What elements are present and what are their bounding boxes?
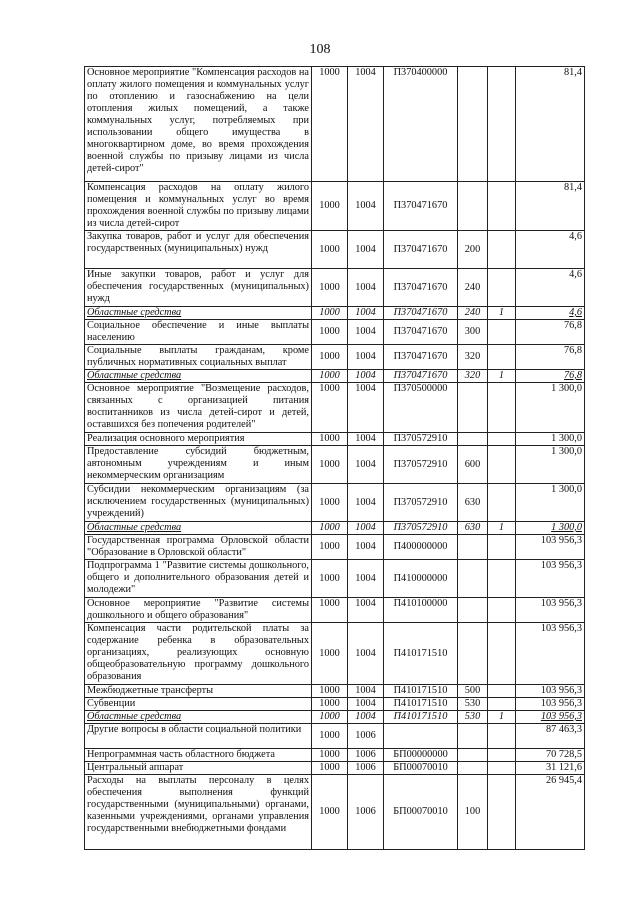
row-csr: П410100000 xyxy=(384,598,458,623)
row-razdel: 1000 xyxy=(312,307,348,320)
row-vr: 200 xyxy=(458,231,488,269)
table-row xyxy=(85,433,585,446)
row-vr: 500 xyxy=(458,685,488,698)
table-row xyxy=(85,67,585,182)
row-sum: 26 945,4 xyxy=(516,775,585,850)
table-row xyxy=(85,307,585,320)
row-src xyxy=(488,446,516,484)
row-src xyxy=(488,724,516,749)
row-sum: 76,8 xyxy=(516,345,585,370)
row-name: Закупка товаров, работ и услуг для обеспечения государственных (муниципальных) нужд xyxy=(85,231,312,269)
row-src xyxy=(488,535,516,560)
row-vr: 630 xyxy=(458,484,488,522)
row-src: 1 xyxy=(488,370,516,383)
row-src xyxy=(488,67,516,182)
row-razdel: 1000 xyxy=(312,749,348,762)
row-razdel: 1000 xyxy=(312,484,348,522)
row-csr: П370572910 xyxy=(384,433,458,446)
row-src xyxy=(488,345,516,370)
table-row xyxy=(85,522,585,535)
row-vr xyxy=(458,182,488,231)
row-src xyxy=(488,560,516,598)
row-csr: П370471670 xyxy=(384,345,458,370)
row-name: Подпрограмма 1 "Развитие системы дошкольного, общего и дополнительного образования детей и молодежи" xyxy=(85,560,312,598)
row-podrazdel: 1004 xyxy=(348,560,384,598)
row-name: Субсидии некоммерческим организациям (за исключением государственных (муниципальных) учреждений) xyxy=(85,484,312,522)
table-row xyxy=(85,749,585,762)
table-row xyxy=(85,711,585,724)
row-sum: 1 300,0 xyxy=(516,446,585,484)
row-sum: 103 956,3 xyxy=(516,598,585,623)
row-razdel: 1000 xyxy=(312,383,348,433)
row-razdel: 1000 xyxy=(312,598,348,623)
row-sum: 103 956,3 xyxy=(516,685,585,698)
row-podrazdel: 1006 xyxy=(348,762,384,775)
row-razdel: 1000 xyxy=(312,762,348,775)
row-src xyxy=(488,433,516,446)
row-src xyxy=(488,623,516,685)
row-name: Иные закупки товаров, работ и услуг для обеспечения государственных (муниципальных) нужд xyxy=(85,269,312,307)
row-csr: П370572910 xyxy=(384,484,458,522)
row-src: 1 xyxy=(488,522,516,535)
row-vr xyxy=(458,560,488,598)
row-name: Центральный аппарат xyxy=(85,762,312,775)
row-podrazdel: 1004 xyxy=(348,698,384,711)
row-src xyxy=(488,698,516,711)
row-vr xyxy=(458,433,488,446)
row-name: Межбюджетные трансферты xyxy=(85,685,312,698)
row-razdel: 1000 xyxy=(312,522,348,535)
row-name: Областные средства xyxy=(85,370,312,383)
row-vr xyxy=(458,749,488,762)
row-podrazdel: 1006 xyxy=(348,724,384,749)
row-razdel: 1000 xyxy=(312,231,348,269)
row-vr xyxy=(458,67,488,182)
row-csr: БП00000000 xyxy=(384,749,458,762)
row-sum: 81,4 xyxy=(516,67,585,182)
row-razdel: 1000 xyxy=(312,775,348,850)
row-vr: 530 xyxy=(458,698,488,711)
row-src xyxy=(488,182,516,231)
row-podrazdel: 1004 xyxy=(348,623,384,685)
table-row xyxy=(85,535,585,560)
row-csr: БП00070010 xyxy=(384,762,458,775)
row-csr: П370471670 xyxy=(384,231,458,269)
row-src xyxy=(488,269,516,307)
row-src xyxy=(488,383,516,433)
row-vr: 530 xyxy=(458,711,488,724)
row-csr: БП00070010 xyxy=(384,775,458,850)
row-src xyxy=(488,484,516,522)
page-number: 108 xyxy=(309,42,331,57)
row-vr xyxy=(458,762,488,775)
table-row xyxy=(85,231,585,269)
table-row xyxy=(85,560,585,598)
row-podrazdel: 1004 xyxy=(348,711,384,724)
row-csr: П370471670 xyxy=(384,370,458,383)
row-sum: 1 300,0 xyxy=(516,484,585,522)
row-src: 1 xyxy=(488,307,516,320)
row-podrazdel: 1004 xyxy=(348,522,384,535)
row-podrazdel: 1004 xyxy=(348,370,384,383)
row-vr: 320 xyxy=(458,370,488,383)
row-podrazdel: 1006 xyxy=(348,749,384,762)
table-row xyxy=(85,598,585,623)
row-sum: 31 121,6 xyxy=(516,762,585,775)
row-sum: 87 463,3 xyxy=(516,724,585,749)
row-name: Непрограммная часть областного бюджета xyxy=(85,749,312,762)
row-src: 1 xyxy=(488,711,516,724)
row-name: Основное мероприятие "Развитие системы дошкольного и общего образования" xyxy=(85,598,312,623)
row-razdel: 1000 xyxy=(312,623,348,685)
table-row xyxy=(85,370,585,383)
table-row xyxy=(85,345,585,370)
row-podrazdel: 1004 xyxy=(348,345,384,370)
row-podrazdel: 1004 xyxy=(348,446,384,484)
row-src xyxy=(488,598,516,623)
row-name: Основное мероприятие "Компенсация расходов на оплату жилого помещения и коммунальных услуг по отоплению и газоснабжению на цели отопления жилых помещений, а также коммунальных услуг, потребляемых при использовании общего имущества в многоквартирном доме, во время прохождения военной службы по призыву лицами из числа детей-сирот" xyxy=(85,67,312,182)
row-name: Субвенции xyxy=(85,698,312,711)
row-name: Областные средства xyxy=(85,711,312,724)
row-name: Другие вопросы в области социальной политики xyxy=(85,724,312,749)
row-csr: П370471670 xyxy=(384,269,458,307)
row-csr: П410171510 xyxy=(384,698,458,711)
row-sum: 81,4 xyxy=(516,182,585,231)
row-podrazdel: 1004 xyxy=(348,433,384,446)
row-src xyxy=(488,685,516,698)
row-csr: П370500000 xyxy=(384,383,458,433)
row-sum: 103 956,3 xyxy=(516,535,585,560)
table-row xyxy=(85,623,585,685)
row-sum: 70 728,5 xyxy=(516,749,585,762)
row-razdel: 1000 xyxy=(312,711,348,724)
table-row xyxy=(85,484,585,522)
row-src xyxy=(488,762,516,775)
row-razdel: 1000 xyxy=(312,269,348,307)
row-src xyxy=(488,749,516,762)
row-razdel: 1000 xyxy=(312,685,348,698)
row-csr: П410000000 xyxy=(384,560,458,598)
row-razdel: 1000 xyxy=(312,67,348,182)
table-row xyxy=(85,762,585,775)
table-row xyxy=(85,775,585,850)
row-vr: 320 xyxy=(458,345,488,370)
row-name: Государственная программа Орловской области "Образование в Орловской области" xyxy=(85,535,312,560)
table-row xyxy=(85,685,585,698)
row-sum: 76,8 xyxy=(516,320,585,345)
row-vr: 100 xyxy=(458,775,488,850)
row-csr: П370471670 xyxy=(384,320,458,345)
row-sum: 103 956,3 xyxy=(516,711,585,724)
row-csr: П410171510 xyxy=(384,711,458,724)
row-sum: 4,6 xyxy=(516,307,585,320)
row-podrazdel: 1004 xyxy=(348,598,384,623)
row-sum: 1 300,0 xyxy=(516,383,585,433)
table-row xyxy=(85,698,585,711)
table-row xyxy=(85,182,585,231)
row-razdel: 1000 xyxy=(312,182,348,231)
row-vr xyxy=(458,383,488,433)
row-vr: 300 xyxy=(458,320,488,345)
table-row xyxy=(85,446,585,484)
row-csr xyxy=(384,724,458,749)
row-csr: П410171510 xyxy=(384,685,458,698)
row-csr: П370572910 xyxy=(384,522,458,535)
row-razdel: 1000 xyxy=(312,433,348,446)
row-sum: 103 956,3 xyxy=(516,698,585,711)
row-vr: 600 xyxy=(458,446,488,484)
row-name: Компенсация расходов на оплату жилого помещения и коммунальных услуг во время прохождения военной службы по призыву лицами из числа детей-сирот xyxy=(85,182,312,231)
row-name: Областные средства xyxy=(85,307,312,320)
table-row xyxy=(85,320,585,345)
row-csr: П370471670 xyxy=(384,307,458,320)
row-razdel: 1000 xyxy=(312,535,348,560)
row-razdel: 1000 xyxy=(312,560,348,598)
row-src xyxy=(488,775,516,850)
row-sum: 103 956,3 xyxy=(516,623,585,685)
row-podrazdel: 1004 xyxy=(348,685,384,698)
row-csr: П370471670 xyxy=(384,182,458,231)
row-podrazdel: 1006 xyxy=(348,775,384,850)
row-name: Предоставление субсидий бюджетным, автономным учреждениям и иным некоммерческим организациям xyxy=(85,446,312,484)
row-csr: П370572910 xyxy=(384,446,458,484)
row-name: Социальные выплаты гражданам, кроме публичных нормативных социальных выплат xyxy=(85,345,312,370)
row-sum: 4,6 xyxy=(516,269,585,307)
row-sum: 4,6 xyxy=(516,231,585,269)
row-name: Социальное обеспечение и иные выплаты населению xyxy=(85,320,312,345)
row-name: Компенсация части родительской платы за содержание ребенка в образовательных организациях, реализующих основную общеобразовательную программу дошкольного образования xyxy=(85,623,312,685)
row-razdel: 1000 xyxy=(312,370,348,383)
row-razdel: 1000 xyxy=(312,446,348,484)
row-razdel: 1000 xyxy=(312,698,348,711)
row-sum: 1 300,0 xyxy=(516,433,585,446)
row-razdel: 1000 xyxy=(312,320,348,345)
row-name: Основное мероприятие "Возмещение расходов, связанных с организацией питания воспитанников из числа детей-сирот и детей, оставшихся без попечения родителей" xyxy=(85,383,312,433)
row-csr: П400000000 xyxy=(384,535,458,560)
row-vr: 240 xyxy=(458,307,488,320)
row-name: Расходы на выплаты персоналу в целях обеспечения выполнения функций государственными (муниципальными) органами, казенными учреждениями, органами управления государственными внебюджетными фондами xyxy=(85,775,312,850)
row-sum: 1 300,0 xyxy=(516,522,585,535)
row-src xyxy=(488,320,516,345)
row-podrazdel: 1004 xyxy=(348,231,384,269)
table-row xyxy=(85,383,585,433)
budget-table xyxy=(84,66,585,850)
row-podrazdel: 1004 xyxy=(348,67,384,182)
row-podrazdel: 1004 xyxy=(348,535,384,560)
row-vr: 240 xyxy=(458,269,488,307)
row-vr xyxy=(458,598,488,623)
row-vr xyxy=(458,724,488,749)
row-podrazdel: 1004 xyxy=(348,182,384,231)
row-sum: 76,8 xyxy=(516,370,585,383)
row-razdel: 1000 xyxy=(312,345,348,370)
row-name: Реализация основного мероприятия xyxy=(85,433,312,446)
row-podrazdel: 1004 xyxy=(348,383,384,433)
table-row xyxy=(85,724,585,749)
table-row xyxy=(85,269,585,307)
row-csr: П370400000 xyxy=(384,67,458,182)
row-vr xyxy=(458,535,488,560)
row-podrazdel: 1004 xyxy=(348,320,384,345)
row-vr: 630 xyxy=(458,522,488,535)
row-vr xyxy=(458,623,488,685)
row-podrazdel: 1004 xyxy=(348,269,384,307)
row-podrazdel: 1004 xyxy=(348,484,384,522)
row-podrazdel: 1004 xyxy=(348,307,384,320)
row-src xyxy=(488,231,516,269)
row-csr: П410171510 xyxy=(384,623,458,685)
row-sum: 103 956,3 xyxy=(516,560,585,598)
row-name: Областные средства xyxy=(85,522,312,535)
row-razdel: 1000 xyxy=(312,724,348,749)
